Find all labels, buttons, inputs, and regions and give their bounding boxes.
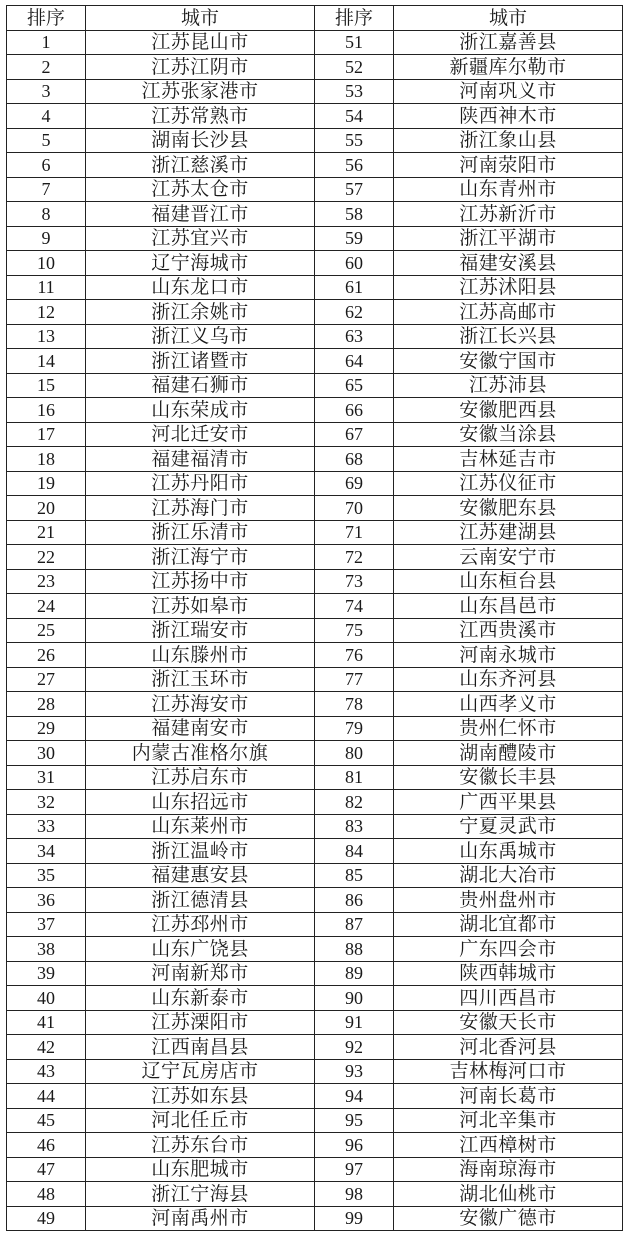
- rank-cell-right: 71: [315, 520, 394, 545]
- city-cell-left: 浙江慈溪市: [86, 153, 315, 178]
- table-row: [7, 667, 623, 692]
- city-cell-right: 河南荥阳市: [394, 153, 623, 178]
- city-cell-left: 浙江德清县: [86, 888, 315, 913]
- rank-cell-right: 65: [315, 373, 394, 398]
- city-cell-right: 贵州仁怀市: [394, 716, 623, 741]
- rank-cell-left: 14: [7, 349, 86, 374]
- rank-cell-right: 97: [315, 1157, 394, 1182]
- table-row: [7, 594, 623, 619]
- rank-cell-right: 91: [315, 1010, 394, 1035]
- rank-header-left: 排序: [7, 6, 86, 31]
- city-cell-left: 江苏扬中市: [86, 569, 315, 594]
- city-cell-right: 广西平果县: [394, 790, 623, 815]
- rank-cell-right: 95: [315, 1108, 394, 1133]
- rank-cell-left: 47: [7, 1157, 86, 1182]
- rank-cell-left: 17: [7, 422, 86, 447]
- table-row: [7, 447, 623, 472]
- rank-cell-right: 79: [315, 716, 394, 741]
- table-row: [7, 790, 623, 815]
- city-cell-left: 湖南长沙县: [86, 128, 315, 153]
- rank-cell-right: 68: [315, 447, 394, 472]
- city-cell-right: 山东桓台县: [394, 569, 623, 594]
- rank-cell-right: 64: [315, 349, 394, 374]
- city-cell-right: 广东四会市: [394, 937, 623, 962]
- city-cell-left: 内蒙古准格尔旗: [86, 741, 315, 766]
- city-cell-left: 山东肥城市: [86, 1157, 315, 1182]
- rank-cell-left: 43: [7, 1059, 86, 1084]
- table-row: [7, 765, 623, 790]
- rank-cell-left: 28: [7, 692, 86, 717]
- rank-cell-left: 34: [7, 839, 86, 864]
- city-cell-left: 浙江诸暨市: [86, 349, 315, 374]
- rank-cell-left: 13: [7, 324, 86, 349]
- table-row: [7, 569, 623, 594]
- table-row: [7, 1206, 623, 1231]
- city-cell-left: 辽宁海城市: [86, 251, 315, 276]
- city-cell-left: 江苏常熟市: [86, 104, 315, 129]
- city-cell-right: 云南安宁市: [394, 545, 623, 570]
- rank-cell-left: 23: [7, 569, 86, 594]
- table-row: [7, 741, 623, 766]
- rank-cell-left: 48: [7, 1182, 86, 1207]
- city-cell-left: 山东莱州市: [86, 814, 315, 839]
- table-row: [7, 839, 623, 864]
- rank-cell-left: 8: [7, 202, 86, 227]
- table-row: [7, 1035, 623, 1060]
- city-cell-left: 河南禹州市: [86, 1206, 315, 1231]
- table-row: [7, 177, 623, 202]
- rank-cell-right: 55: [315, 128, 394, 153]
- table-row: [7, 1084, 623, 1109]
- city-cell-left: 浙江乐清市: [86, 520, 315, 545]
- city-cell-right: 江苏沭阳县: [394, 275, 623, 300]
- rank-cell-left: 2: [7, 55, 86, 80]
- rank-cell-left: 35: [7, 863, 86, 888]
- rank-cell-right: 61: [315, 275, 394, 300]
- city-cell-right: 浙江平湖市: [394, 226, 623, 251]
- city-cell-right: 江苏高邮市: [394, 300, 623, 325]
- rank-cell-left: 30: [7, 741, 86, 766]
- city-cell-right: 四川西昌市: [394, 986, 623, 1011]
- ranking-table-container: [6, 5, 623, 1231]
- rank-cell-left: 20: [7, 496, 86, 521]
- city-cell-left: 江苏启东市: [86, 765, 315, 790]
- rank-cell-right: 78: [315, 692, 394, 717]
- rank-cell-left: 32: [7, 790, 86, 815]
- rank-cell-left: 3: [7, 79, 86, 104]
- rank-cell-right: 60: [315, 251, 394, 276]
- rank-cell-left: 10: [7, 251, 86, 276]
- rank-cell-right: 70: [315, 496, 394, 521]
- rank-cell-left: 40: [7, 986, 86, 1011]
- city-header-left: 城市: [86, 6, 315, 31]
- city-cell-right: 河南永城市: [394, 643, 623, 668]
- city-cell-left: 山东新泰市: [86, 986, 315, 1011]
- table-row: [7, 716, 623, 741]
- table-row: [7, 986, 623, 1011]
- city-cell-right: 河北辛集市: [394, 1108, 623, 1133]
- table-row: [7, 398, 623, 423]
- table-row: [7, 226, 623, 251]
- city-cell-right: 吉林梅河口市: [394, 1059, 623, 1084]
- rank-cell-left: 36: [7, 888, 86, 913]
- table-row: [7, 692, 623, 717]
- city-cell-left: 山东龙口市: [86, 275, 315, 300]
- rank-cell-left: 37: [7, 912, 86, 937]
- city-cell-left: 山东荣成市: [86, 398, 315, 423]
- city-cell-left: 山东招远市: [86, 790, 315, 815]
- rank-cell-right: 56: [315, 153, 394, 178]
- rank-cell-left: 18: [7, 447, 86, 472]
- city-cell-left: 江苏张家港市: [86, 79, 315, 104]
- city-cell-right: 安徽天长市: [394, 1010, 623, 1035]
- rank-cell-left: 1: [7, 30, 86, 55]
- rank-cell-left: 46: [7, 1133, 86, 1158]
- city-cell-left: 福建惠安县: [86, 863, 315, 888]
- table-row: [7, 471, 623, 496]
- table-row: [7, 888, 623, 913]
- city-cell-right: 湖北宜都市: [394, 912, 623, 937]
- rank-cell-right: 82: [315, 790, 394, 815]
- city-cell-left: 江苏海安市: [86, 692, 315, 717]
- city-cell-left: 河北任丘市: [86, 1108, 315, 1133]
- rank-cell-left: 11: [7, 275, 86, 300]
- city-cell-right: 江苏建湖县: [394, 520, 623, 545]
- rank-cell-right: 89: [315, 961, 394, 986]
- city-cell-right: 安徽当涂县: [394, 422, 623, 447]
- city-cell-right: 安徽长丰县: [394, 765, 623, 790]
- rank-cell-left: 19: [7, 471, 86, 496]
- rank-cell-right: 62: [315, 300, 394, 325]
- rank-cell-right: 80: [315, 741, 394, 766]
- table-row: [7, 128, 623, 153]
- city-cell-left: 福建福清市: [86, 447, 315, 472]
- city-cell-right: 湖南醴陵市: [394, 741, 623, 766]
- city-cell-left: 福建石狮市: [86, 373, 315, 398]
- rank-cell-left: 38: [7, 937, 86, 962]
- city-cell-right: 山东昌邑市: [394, 594, 623, 619]
- city-cell-right: 浙江嘉善县: [394, 30, 623, 55]
- table-row: [7, 1133, 623, 1158]
- rank-cell-right: 77: [315, 667, 394, 692]
- rank-cell-left: 5: [7, 128, 86, 153]
- city-cell-left: 浙江义乌市: [86, 324, 315, 349]
- rank-cell-right: 67: [315, 422, 394, 447]
- rank-cell-right: 57: [315, 177, 394, 202]
- city-header-right: 城市: [394, 6, 623, 31]
- rank-cell-right: 72: [315, 545, 394, 570]
- table-row: [7, 104, 623, 129]
- city-cell-right: 陕西神木市: [394, 104, 623, 129]
- city-cell-right: 浙江象山县: [394, 128, 623, 153]
- table-row: [7, 1108, 623, 1133]
- city-cell-left: 江苏海门市: [86, 496, 315, 521]
- city-cell-left: 江苏东台市: [86, 1133, 315, 1158]
- table-row: [7, 814, 623, 839]
- city-cell-left: 浙江瑞安市: [86, 618, 315, 643]
- rank-cell-left: 42: [7, 1035, 86, 1060]
- table-row: [7, 349, 623, 374]
- city-cell-left: 江苏宜兴市: [86, 226, 315, 251]
- rank-cell-right: 54: [315, 104, 394, 129]
- table-row: [7, 496, 623, 521]
- rank-cell-right: 84: [315, 839, 394, 864]
- city-cell-right: 河南长葛市: [394, 1084, 623, 1109]
- rank-cell-right: 76: [315, 643, 394, 668]
- city-cell-left: 江苏如皋市: [86, 594, 315, 619]
- rank-cell-right: 52: [315, 55, 394, 80]
- rank-cell-left: 6: [7, 153, 86, 178]
- city-cell-right: 江苏仪征市: [394, 471, 623, 496]
- table-row: [7, 863, 623, 888]
- county-ranking-table: [6, 5, 623, 1231]
- rank-cell-left: 39: [7, 961, 86, 986]
- rank-cell-left: 21: [7, 520, 86, 545]
- city-cell-left: 福建晋江市: [86, 202, 315, 227]
- table-header: [7, 6, 623, 31]
- city-cell-left: 山东滕州市: [86, 643, 315, 668]
- city-cell-left: 河南新郑市: [86, 961, 315, 986]
- table-row: [7, 643, 623, 668]
- rank-cell-left: 26: [7, 643, 86, 668]
- rank-cell-right: 66: [315, 398, 394, 423]
- rank-cell-left: 24: [7, 594, 86, 619]
- city-cell-left: 福建南安市: [86, 716, 315, 741]
- city-cell-right: 安徽肥东县: [394, 496, 623, 521]
- city-cell-right: 湖北仙桃市: [394, 1182, 623, 1207]
- table-row: [7, 79, 623, 104]
- table-row: [7, 520, 623, 545]
- city-cell-right: 吉林延吉市: [394, 447, 623, 472]
- city-cell-left: 江苏丹阳市: [86, 471, 315, 496]
- rank-cell-right: 74: [315, 594, 394, 619]
- table-row: [7, 373, 623, 398]
- city-cell-right: 安徽广德市: [394, 1206, 623, 1231]
- rank-header-right: 排序: [315, 6, 394, 31]
- rank-cell-left: 9: [7, 226, 86, 251]
- rank-cell-left: 12: [7, 300, 86, 325]
- rank-cell-left: 4: [7, 104, 86, 129]
- rank-cell-left: 49: [7, 1206, 86, 1231]
- table-row: [7, 55, 623, 80]
- header-row: [7, 6, 623, 31]
- rank-cell-right: 88: [315, 937, 394, 962]
- table-row: [7, 251, 623, 276]
- rank-cell-left: 41: [7, 1010, 86, 1035]
- rank-cell-right: 75: [315, 618, 394, 643]
- city-cell-left: 江西南昌县: [86, 1035, 315, 1060]
- city-cell-right: 新疆库尔勒市: [394, 55, 623, 80]
- city-cell-left: 江苏昆山市: [86, 30, 315, 55]
- city-cell-right: 浙江长兴县: [394, 324, 623, 349]
- rank-cell-left: 33: [7, 814, 86, 839]
- rank-cell-left: 15: [7, 373, 86, 398]
- rank-cell-right: 83: [315, 814, 394, 839]
- city-cell-right: 贵州盘州市: [394, 888, 623, 913]
- rank-cell-right: 94: [315, 1084, 394, 1109]
- city-cell-left: 江苏江阴市: [86, 55, 315, 80]
- rank-cell-right: 51: [315, 30, 394, 55]
- rank-cell-right: 96: [315, 1133, 394, 1158]
- table-row: [7, 275, 623, 300]
- city-cell-right: 福建安溪县: [394, 251, 623, 276]
- rank-cell-right: 92: [315, 1035, 394, 1060]
- city-cell-left: 山东广饶县: [86, 937, 315, 962]
- table-row: [7, 1010, 623, 1035]
- rank-cell-left: 7: [7, 177, 86, 202]
- rank-cell-left: 45: [7, 1108, 86, 1133]
- rank-cell-right: 90: [315, 986, 394, 1011]
- rank-cell-left: 29: [7, 716, 86, 741]
- city-cell-right: 山东禹城市: [394, 839, 623, 864]
- city-cell-right: 陕西韩城市: [394, 961, 623, 986]
- rank-cell-right: 63: [315, 324, 394, 349]
- city-cell-left: 浙江海宁市: [86, 545, 315, 570]
- rank-cell-right: 99: [315, 1206, 394, 1231]
- city-cell-left: 浙江余姚市: [86, 300, 315, 325]
- city-cell-right: 山东齐河县: [394, 667, 623, 692]
- city-cell-right: 江西贵溪市: [394, 618, 623, 643]
- city-cell-right: 江苏新沂市: [394, 202, 623, 227]
- rank-cell-left: 27: [7, 667, 86, 692]
- rank-cell-right: 98: [315, 1182, 394, 1207]
- city-cell-left: 江苏溧阳市: [86, 1010, 315, 1035]
- rank-cell-right: 87: [315, 912, 394, 937]
- city-cell-right: 宁夏灵武市: [394, 814, 623, 839]
- table-row: [7, 961, 623, 986]
- city-cell-right: 湖北大冶市: [394, 863, 623, 888]
- rank-cell-left: 31: [7, 765, 86, 790]
- rank-cell-right: 81: [315, 765, 394, 790]
- city-cell-left: 辽宁瓦房店市: [86, 1059, 315, 1084]
- rank-cell-right: 59: [315, 226, 394, 251]
- city-cell-right: 河南巩义市: [394, 79, 623, 104]
- table-row: [7, 300, 623, 325]
- table-row: [7, 937, 623, 962]
- table-row: [7, 153, 623, 178]
- city-cell-right: 河北香河县: [394, 1035, 623, 1060]
- table-row: [7, 1059, 623, 1084]
- city-cell-left: 江苏邳州市: [86, 912, 315, 937]
- table-row: [7, 545, 623, 570]
- rank-cell-left: 44: [7, 1084, 86, 1109]
- table-row: [7, 618, 623, 643]
- rank-cell-right: 69: [315, 471, 394, 496]
- table-row: [7, 1182, 623, 1207]
- rank-cell-left: 22: [7, 545, 86, 570]
- city-cell-right: 安徽肥西县: [394, 398, 623, 423]
- table-row: [7, 912, 623, 937]
- city-cell-right: 山东青州市: [394, 177, 623, 202]
- rank-cell-left: 16: [7, 398, 86, 423]
- city-cell-left: 河北迁安市: [86, 422, 315, 447]
- city-cell-right: 江苏沛县: [394, 373, 623, 398]
- city-cell-right: 山西孝义市: [394, 692, 623, 717]
- table-body: [7, 30, 623, 1231]
- table-row: [7, 324, 623, 349]
- city-cell-right: 江西樟树市: [394, 1133, 623, 1158]
- rank-cell-right: 93: [315, 1059, 394, 1084]
- city-cell-left: 浙江温岭市: [86, 839, 315, 864]
- table-row: [7, 422, 623, 447]
- rank-cell-left: 25: [7, 618, 86, 643]
- city-cell-left: 浙江宁海县: [86, 1182, 315, 1207]
- table-row: [7, 30, 623, 55]
- rank-cell-right: 85: [315, 863, 394, 888]
- rank-cell-right: 86: [315, 888, 394, 913]
- rank-cell-right: 58: [315, 202, 394, 227]
- table-row: [7, 1157, 623, 1182]
- rank-cell-right: 73: [315, 569, 394, 594]
- table-row: [7, 202, 623, 227]
- rank-cell-right: 53: [315, 79, 394, 104]
- city-cell-left: 江苏太仓市: [86, 177, 315, 202]
- city-cell-right: 海南琼海市: [394, 1157, 623, 1182]
- city-cell-left: 浙江玉环市: [86, 667, 315, 692]
- city-cell-right: 安徽宁国市: [394, 349, 623, 374]
- city-cell-left: 江苏如东县: [86, 1084, 315, 1109]
